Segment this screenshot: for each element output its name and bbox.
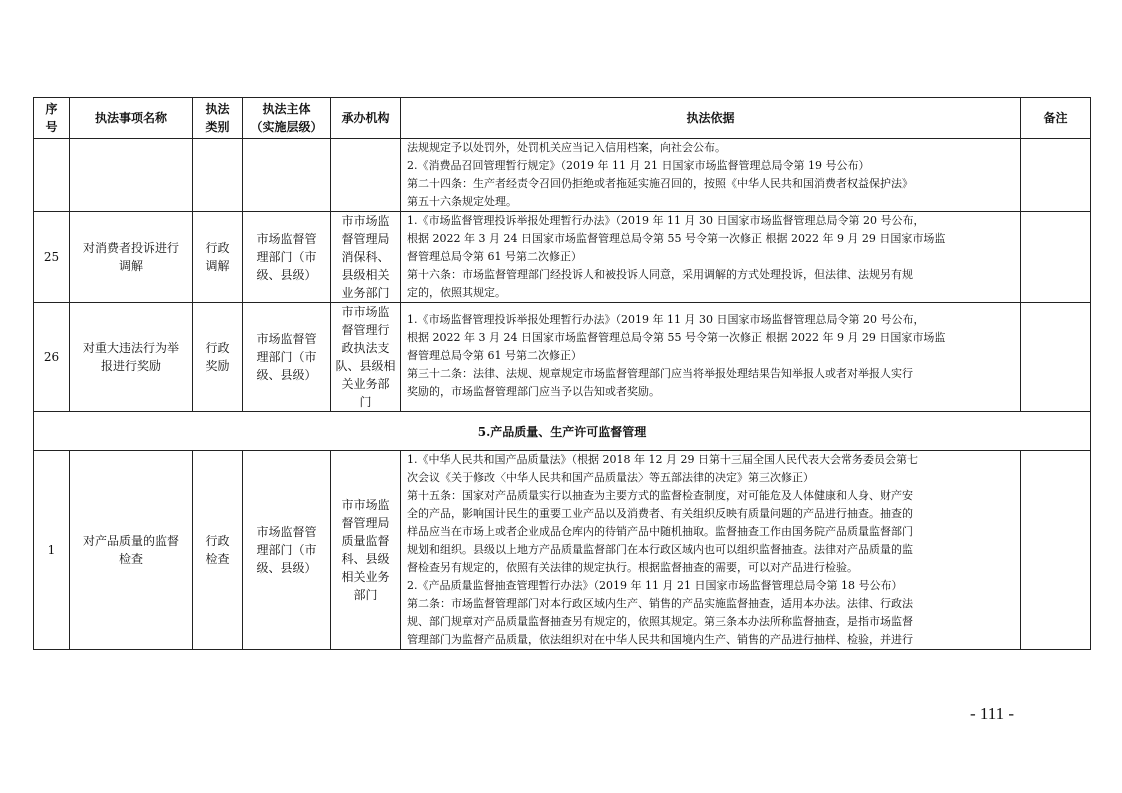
category-cell: 行政 检查 [193, 451, 243, 650]
office-cell: 市市场监 督管理局 质量监督 科、县级 相关业务 部门 [331, 451, 401, 650]
remark-cell [1021, 303, 1091, 412]
header-basis: 执法依据 [401, 98, 1021, 139]
table-row [34, 212, 1091, 303]
header-seq: 序 号 [34, 98, 70, 139]
header-remark: 备注 [1021, 98, 1091, 139]
subject-cell: 市场监督管 理部门（市 级、县级） [243, 303, 331, 412]
page-number: - 111 - [970, 704, 1015, 723]
subject-cell: 市场监督管 理部门（市 级、县级） [243, 451, 331, 650]
remark-cell [1021, 212, 1091, 303]
enforcement-table [33, 97, 1091, 650]
seq-cell: 25 [34, 212, 70, 303]
header-name: 执法事项名称 [70, 98, 193, 139]
subject-cell: 市场监督管 理部门（市 级、县级） [243, 212, 331, 303]
section-row [34, 412, 1091, 451]
header-subject: 执法主体 （实施层级） [243, 98, 331, 139]
header-office: 承办机构 [331, 98, 401, 139]
name-cell: 对产品质量的监督 检查 [70, 451, 193, 650]
seq-cell: 26 [34, 303, 70, 412]
basis-cell: 1.《市场监督管理投诉举报处理暂行办法》（2019 年 11 月 30 日国家市场监督管理总局令第 20 号公布， 根据 2022 年 3 月 24 日国家市场监督管理总局令第 55 号令第一次修正 根据 2022 年 9 月 29 日国家市场监 督管理总局令第 61 号第二次修正） 第三十二条：法律、法规、规章规定市场监督管理部门应当将举报处理结果告知举报人或者对举报人实行 奖励的，市场监督管理部门应当予以告知或者奖励。 [401, 303, 1021, 412]
basis-cell: 1.《中华人民共和国产品质量法》（根据 2018 年 12 月 29 日第十三届全国人民代表大会常务委员会第七 次会议《关于修改〈中华人民共和国产品质量法〉等五部法律的决定》第三次修正） 第十五条：国家对产品质量实行以抽查为主要方式的监督检查制度，对可能危及人体健康和人身、财产安 全的产品，影响国计民生的重要工业产品以及消费者、有关组织反映有质量问题的产品进行抽查。抽查的 样品应当在市场上或者企业成品仓库内的待销产品中随机抽取。监督抽查工作由国务院产品质量监督部门 规划和组织。县级以上地方产品质量监督部门在本行政区域内也可以组织监督抽查。法律对产品质量的监 督检查另有规定的，依照有关法律的规定执行。根据监督抽查的需要，可以对产品进行检验。 2.《产品质量监督抽查管理暂行办法》（2019 年 11 月 21 日国家市场监督管理总局令第 18 号公布） 第二条：市场监督管理部门对本行政区域内生产、销售的产品实施监督抽查，适用本办法。法律、行政法 规、部门规章对产品质量监督抽查另有规定的，依照其规定。第三条本办法所称监督抽查，是指市场监督 管理部门为监督产品质量，依法组织对在中华人民共和国境内生产、销售的产品进行抽样、检验，并进行 [401, 451, 1021, 650]
basis-cell: 法规规定予以处罚外，处罚机关应当记入信用档案，向社会公布。 2.《消费品召回管理暂行规定》（2019 年 11 月 21 日国家市场监督管理总局令第 19 号公布） 第二十四条：生产者经责令召回仍拒绝或者拖延实施召回的，按照《中华人民共和国消费者权益保护法》 第五十六条规定处理。 [401, 139, 1021, 212]
table-row [34, 303, 1091, 412]
category-cell: 行政 奖励 [193, 303, 243, 412]
basis-cell: 1.《市场监督管理投诉举报处理暂行办法》（2019 年 11 月 30 日国家市场监督管理总局令第 20 号公布， 根据 2022 年 3 月 24 日国家市场监督管理总局令第 55 号令第一次修正 根据 2022 年 9 月 29 日国家市场监 督管理总局令第 61 号第二次修正） 第十六条：市场监督管理部门经投诉人和被投诉人同意，采用调解的方式处理投诉，但法律、法规另有规 定的，依照其规定。 [401, 212, 1021, 303]
office-cell: 市市场监 督管理行 政执法支 队、县级相 关业务部 门 [331, 303, 401, 412]
remark-cell [1021, 451, 1091, 650]
name-cell: 对消费者投诉进行 调解 [70, 212, 193, 303]
remark-cell [1021, 139, 1091, 212]
header-row [34, 98, 1091, 139]
header-category: 执法 类别 [193, 98, 243, 139]
seq-cell: 1 [34, 451, 70, 650]
office-cell: 市市场监 督管理局 消保科、 县级相关 业务部门 [331, 212, 401, 303]
category-cell: 行政 调解 [193, 212, 243, 303]
name-cell: 对重大违法行为举 报进行奖励 [70, 303, 193, 412]
table-row-continued [34, 139, 1091, 212]
section-title: 5.产品质量、生产许可监督管理 [34, 412, 1091, 451]
table-row [34, 451, 1091, 650]
